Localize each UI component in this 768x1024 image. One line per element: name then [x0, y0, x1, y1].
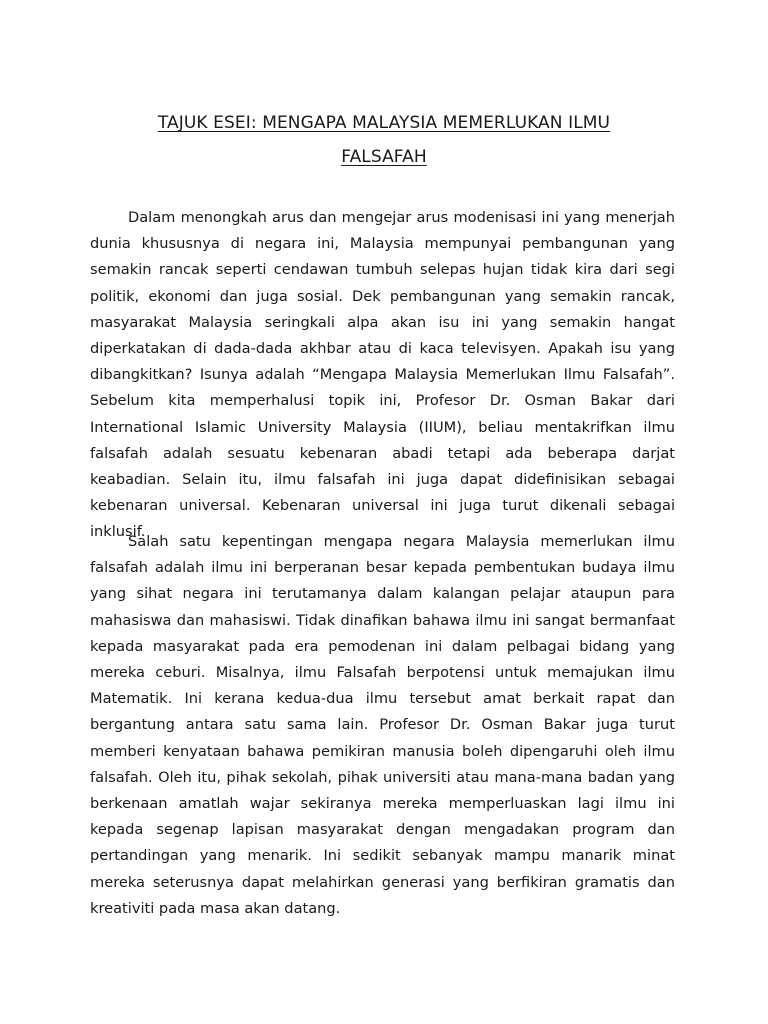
essay-title-line-1: TAJUK ESEI: MENGAPA MALAYSIA MEMERLUKAN ILMU [157, 113, 611, 133]
paragraph-1: Dalam menongkah arus dan mengejar arus modenisasi ini yang menerjah dunia khususnya di negara ini, Malaysia mempunyai pembangunan yang semakin rancak seperti cendawan tumbuh selepas hujan tidak kira dari segi politik, ekonomi dan juga sosial. Dek pembangunan yang semakin rancak, masyarakat Malaysia seringkali alpa akan isu ini yang semakin hangat diperkatakan di dada-dada akhbar atau di kaca televisyen. Apakah isu yang dibangkitkan? Isunya adalah “Mengapa Malaysia Memerlukan Ilmu Falsafah”. Sebelum kita memperhalusi topik ini, Profesor Dr. Osman Bakar dari International Islamic University Malaysia (IIUM), beliau mentakrifkan ilmu falsafah adalah sesuatu kebenaran abadi tetapi ada beberapa darjat keabadian. Selain itu, ilmu falsafah ini juga dapat didefinisikan sebagai kebenaran universal. Kebenaran universal ini juga turut dikenali sebagai inklusif. [90, 209, 675, 541]
essay-title-line-2: FALSAFAH [341, 147, 427, 167]
paragraph-2: Salah satu kepentingan mengapa negara Malaysia memerlukan ilmu falsafah adalah ilmu ini berperanan besar kepada pembentukan budaya ilmu yang sihat negara ini terutamanya dalam kalangan pelajar ataupun para mahasiswa dan mahasiswi. Tidak dinafikan bahawa ilmu ini sangat bermanfaat kepada masyarakat pada era pemodenan ini dalam pelbagai bidang yang mereka ceburi. Misalnya, ilmu Falsafah berpotensi untuk memajukan ilmu Matematik. Ini kerana kedua-dua ilmu tersebut amat berkait rapat dan bergantung antara satu sama lain. Profesor Dr. Osman Bakar juga turut memberi kenyataan bahawa pemikiran manusia boleh dipengaruhi oleh ilmu falsafah. Oleh itu, pihak sekolah, pihak universiti atau mana-mana badan yang berkenaan amatlah wajar sekiranya mereka memperluaskan lagi ilmu ini kepada segenap lapisan masyarakat dengan mengadakan program dan pertandingan yang menarik. Ini sedikit sebanyak mampu manarik minat mereka seterusnya dapat melahirkan generasi yang berfikiran gramatis dan kreativiti pada masa akan datang. [90, 533, 675, 917]
